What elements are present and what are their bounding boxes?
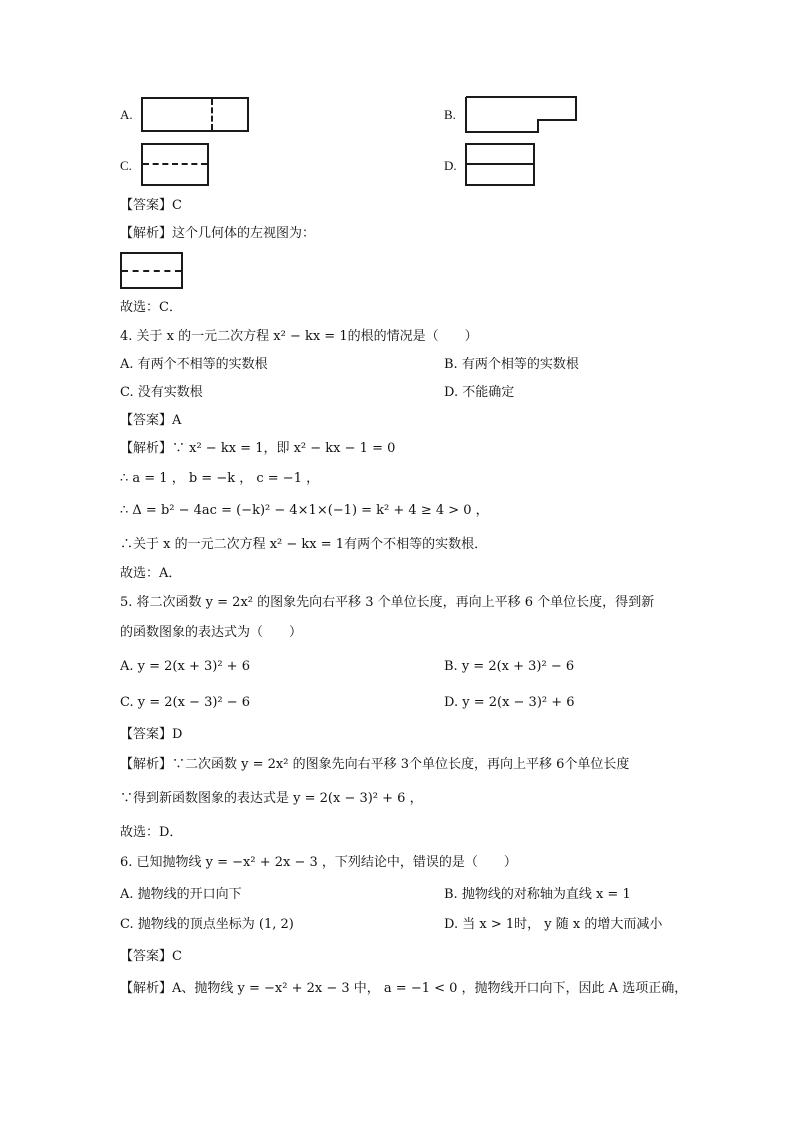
dashed-line (211, 99, 213, 130)
q5-option-c: C. y = 2(x − 3)² − 6 (120, 695, 251, 710)
q3-option-b-label: B. (444, 107, 456, 122)
q5-option-a: A. y = 2(x + 3)² + 6 (120, 659, 250, 674)
q6-option-b: B. 抛物线的对称轴为直线 x = 1 (444, 887, 631, 902)
q3-option-d-label: D. (444, 158, 457, 173)
q5-analysis-line2: ∵得到新函数图象的表达式是 y = 2(x − 3)² + 6 ， (120, 791, 423, 806)
q6-option-c: C. 抛物线的顶点坐标为 (1, 2) (120, 917, 294, 932)
q4-option-c: C. 没有实数根 (120, 385, 203, 400)
q3-answer: 【答案】C (120, 198, 182, 213)
l-shape-outline (466, 97, 576, 132)
q4-analysis-line1: 【解析】∵ x² − kx = 1，即 x² − kx − 1 = 0 (120, 441, 396, 456)
q3-option-a-figure (141, 97, 249, 132)
solid-line (467, 163, 533, 165)
q3-analysis: 【解析】这个几何体的左视图为： (120, 226, 316, 241)
q4-option-b: B. 有两个相等的实数根 (444, 357, 579, 372)
q5-option-d: D. y = 2(x − 3)² + 6 (444, 695, 575, 710)
q3-option-b-figure (464, 95, 580, 135)
q5-option-b: B. y = 2(x + 3)² − 6 (444, 659, 575, 674)
q4-analysis-line3: ∴ Δ = b² − 4ac = (−k)² − 4×1×(−1) = k² + 4 ≥ 4 > 0 ， (120, 503, 489, 518)
dashed-line (143, 163, 207, 165)
q6-option-a: A. 抛物线的开口向下 (120, 887, 242, 902)
q4-stem: 4. 关于 x 的一元二次方程 x² − kx = 1的根的情况是（ ） (120, 329, 478, 344)
q4-analysis-line4: ∴关于 x 的一元二次方程 x² − kx = 1有两个不相等的实数根． (120, 537, 488, 552)
q5-choose: 故选：D． (120, 825, 183, 840)
q3-choose: 故选：C． (120, 300, 182, 315)
q6-analysis-line1: 【解析】A、抛物线 y = −x² + 2x − 3 中， a = −1 < 0 ，抛物线开口向下，因此 A 选项正确， (120, 981, 688, 996)
q4-option-d: D. 不能确定 (444, 385, 515, 400)
q5-stem-line2: 的函数图象的表达式为（ ） (120, 625, 303, 640)
dashed-line (122, 270, 181, 272)
q4-option-a: A. 有两个不相等的实数根 (120, 357, 268, 372)
q3-option-a-label: A. (120, 107, 133, 122)
q5-stem-line1: 5. 将二次函数 y = 2x² 的图象先向右平移 3 个单位长度，再向上平移 6 个单位长度，得到新 (120, 595, 655, 610)
q5-answer: 【答案】D (120, 727, 183, 742)
q3-option-d-figure (465, 143, 535, 186)
q4-analysis-line2: ∴ a = 1 ， b = −k ， c = −1 ， (120, 471, 320, 486)
q6-answer: 【答案】C (120, 949, 182, 964)
q3-option-c-label: C. (120, 158, 132, 173)
q4-answer: 【答案】A (120, 413, 182, 428)
q6-stem: 6. 已知抛物线 y = −x² + 2x − 3 ，下列结论中，错误的是（ ） (120, 855, 517, 870)
q3-left-view-figure (120, 252, 183, 289)
q4-choose: 故选：A． (120, 566, 182, 581)
q3-option-c-figure (141, 143, 209, 186)
q6-option-d: D. 当 x > 1时， y 随 x 的增大而减小 (444, 917, 663, 932)
q5-analysis-line1: 【解析】∵二次函数 y = 2x² 的图象先向右平移 3个单位长度，再向上平移 6个单位长度 (120, 757, 630, 772)
